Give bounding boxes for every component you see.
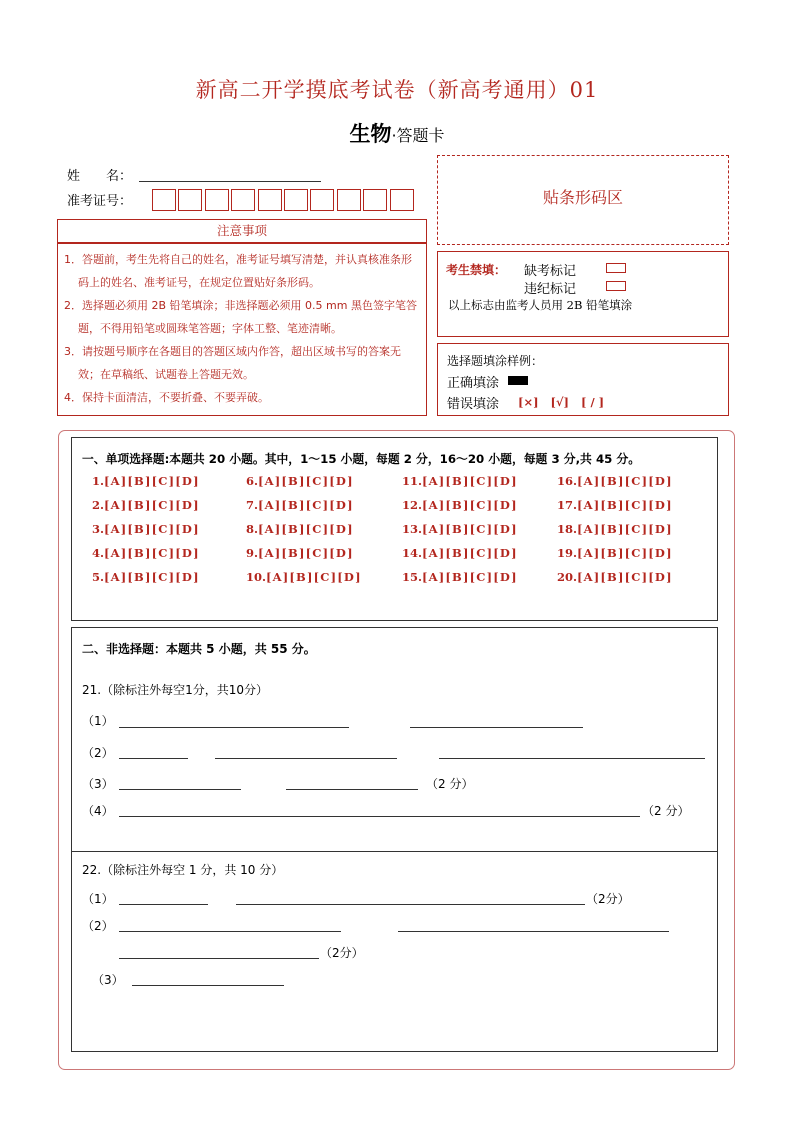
question-number: 14. xyxy=(402,546,423,560)
answer-line[interactable] xyxy=(410,727,583,728)
q21-part-label: （1） xyxy=(82,714,114,728)
notice-item: 4．保持卡面清洁，不要折叠、不要弄破。 xyxy=(64,391,269,404)
question-number: 1. xyxy=(92,474,105,488)
id-digit-box[interactable] xyxy=(152,189,176,211)
answer-options[interactable]: [A][B][C][D] xyxy=(104,522,200,536)
ban-label: 考生禁填： xyxy=(446,263,507,277)
section2-heading: 二、非选择题：本题共 5 小题，共 55 分。 xyxy=(82,642,316,656)
answer-line[interactable] xyxy=(215,758,397,759)
page-title: 新高二开学摸底考试卷（新高考通用）01 xyxy=(195,78,599,102)
choice-question[interactable] xyxy=(557,474,673,488)
choice-question[interactable] xyxy=(246,570,362,584)
subject-name: 生物 xyxy=(349,122,392,146)
question-number: 17. xyxy=(557,498,578,512)
answer-options[interactable]: [A][B][C][D] xyxy=(422,498,518,512)
absent-checkbox[interactable] xyxy=(606,263,626,273)
notice-item: 3．请按题号顺序在各题目的答题区域内作答，超出区域书写的答案无效；在草稿纸、试题卷上答题无效。 xyxy=(64,345,401,381)
q22-part-label: （3） xyxy=(92,973,124,987)
choice-question[interactable] xyxy=(246,546,354,560)
answer-options[interactable]: [A][B][C][D] xyxy=(258,474,354,488)
answer-line[interactable] xyxy=(119,958,319,959)
choice-question[interactable] xyxy=(246,498,354,512)
choice-question[interactable] xyxy=(402,474,518,488)
notice-box xyxy=(57,243,427,416)
id-digit-box[interactable] xyxy=(231,189,255,211)
points-note: （2分） xyxy=(320,946,364,960)
choice-question[interactable] xyxy=(92,570,200,584)
q22-title: 22.（除标注外每空 1 分，共 10 分） xyxy=(82,863,284,877)
answer-line[interactable] xyxy=(119,727,349,728)
id-digit-box[interactable] xyxy=(310,189,334,211)
answer-options[interactable]: [A][B][C][D] xyxy=(104,474,200,488)
id-digit-box[interactable] xyxy=(178,189,202,211)
q21-section xyxy=(71,627,718,852)
question-number: 9. xyxy=(246,546,259,560)
answer-line[interactable] xyxy=(119,931,341,932)
choice-question[interactable] xyxy=(246,474,354,488)
question-number: 15. xyxy=(402,570,423,584)
answer-options[interactable]: [A][B][C][D] xyxy=(104,498,200,512)
question-number: 6. xyxy=(246,474,259,488)
multiple-choice-section xyxy=(71,437,718,621)
question-number: 10. xyxy=(246,570,267,584)
q21-title: 21.（除标注外每空1分，共10分） xyxy=(82,683,268,697)
answer-options[interactable]: [A][B][C][D] xyxy=(104,546,200,560)
answer-options[interactable]: [A][B][C][D] xyxy=(577,498,673,512)
answer-options[interactable]: [A][B][C][D] xyxy=(422,522,518,536)
violation-label: 违纪标记 xyxy=(524,282,577,297)
answer-line[interactable] xyxy=(119,758,188,759)
q21-part-label: （3） xyxy=(82,777,114,791)
exam-mark-area xyxy=(437,251,729,337)
absent-label: 缺考标记 xyxy=(524,264,577,279)
answer-line[interactable] xyxy=(119,816,640,817)
violation-checkbox[interactable] xyxy=(606,281,626,291)
choice-question[interactable] xyxy=(92,522,200,536)
choice-question[interactable] xyxy=(402,570,518,584)
barcode-area: 贴条形码区 xyxy=(437,155,729,245)
choice-question[interactable] xyxy=(402,522,518,536)
choice-question[interactable] xyxy=(246,522,354,536)
id-digit-box[interactable] xyxy=(284,189,308,211)
answer-line[interactable] xyxy=(286,789,418,790)
wrong-fill-label: 错误填涂 xyxy=(447,397,500,412)
question-number: 7. xyxy=(246,498,259,512)
choice-question[interactable] xyxy=(402,546,518,560)
q21-part-label: （4） xyxy=(82,804,114,818)
choice-question[interactable] xyxy=(557,570,673,584)
question-number: 13. xyxy=(402,522,423,536)
q22-section xyxy=(71,852,718,1052)
choice-question[interactable] xyxy=(557,522,673,536)
id-label: 准考证号： xyxy=(67,194,133,209)
id-digit-box[interactable] xyxy=(390,189,414,211)
question-number: 16. xyxy=(557,474,578,488)
notice-title: 注意事项 xyxy=(57,219,427,243)
id-digit-box[interactable] xyxy=(363,189,387,211)
question-number: 20. xyxy=(557,570,578,584)
answer-options[interactable]: [A][B][C][D] xyxy=(422,474,518,488)
section1-heading: 一、单项选择题:本题共 20 小题。其中，1～15 小题，每题 2 分，16～20 小题，每题 3 分,共 45 分。 xyxy=(82,452,641,466)
answer-line[interactable] xyxy=(119,789,241,790)
answer-options[interactable]: [A][B][C][D] xyxy=(258,498,354,512)
points-note: （2分） xyxy=(586,892,630,906)
points-note: （2 分） xyxy=(426,777,474,791)
choice-question[interactable] xyxy=(557,498,673,512)
answer-line[interactable] xyxy=(439,758,705,759)
answer-options[interactable]: [A][B][C][D] xyxy=(104,570,200,584)
answer-line[interactable] xyxy=(398,931,669,932)
question-number: 8. xyxy=(246,522,259,536)
fill-example-title: 选择题填涂样例： xyxy=(447,354,544,368)
choice-question[interactable] xyxy=(557,546,673,560)
subject-title xyxy=(0,118,794,148)
question-number: 5. xyxy=(92,570,105,584)
wrong-mark: [×] xyxy=(518,395,539,409)
fill-example-area xyxy=(437,343,729,416)
id-digit-box[interactable] xyxy=(337,189,361,211)
answer-options[interactable]: [A][B][C][D] xyxy=(422,570,518,584)
choice-question[interactable] xyxy=(92,498,200,512)
id-digit-box[interactable] xyxy=(258,189,282,211)
name-field[interactable] xyxy=(139,180,321,182)
ban-note: 以上标志由监考人员用 2B 铅笔填涂 xyxy=(448,298,633,312)
points-note: （2 分） xyxy=(642,804,690,818)
notice-item: 2．选择题必须用 2B 铅笔填涂；非选择题必须用 0.5 mm 黑色签字笔答题，不得用铅笔或圆珠笔答题；字体工整、笔迹清晰。 xyxy=(64,299,417,335)
question-number: 18. xyxy=(557,522,578,536)
question-number: 12. xyxy=(402,498,423,512)
correct-fill-label: 正确填涂 xyxy=(447,376,500,391)
choice-question[interactable] xyxy=(92,546,200,560)
subject-suffix: ·答题卡 xyxy=(391,126,445,145)
q21-part-label: （2） xyxy=(82,746,114,760)
question-number: 19. xyxy=(557,546,578,560)
wrong-mark: [ / ] xyxy=(581,395,605,409)
question-number: 11. xyxy=(402,474,423,488)
answer-options[interactable]: [A][B][C][D] xyxy=(577,570,673,584)
q22-part-label: （1） xyxy=(82,892,114,906)
answer-line[interactable] xyxy=(236,904,585,905)
choice-question[interactable] xyxy=(402,498,518,512)
answer-line[interactable] xyxy=(132,985,284,986)
wrong-mark: [√] xyxy=(550,395,569,409)
question-number: 2. xyxy=(92,498,105,512)
answer-options[interactable]: [A][B][C][D] xyxy=(258,546,354,560)
answer-options[interactable]: [A][B][C][D] xyxy=(577,474,673,488)
answer-line[interactable] xyxy=(119,904,208,905)
answer-options[interactable]: [A][B][C][D] xyxy=(422,546,518,560)
q22-part-label: （2） xyxy=(82,919,114,933)
id-digit-box[interactable] xyxy=(205,189,229,211)
answer-options[interactable]: [A][B][C][D] xyxy=(577,522,673,536)
answer-options[interactable]: [A][B][C][D] xyxy=(258,522,354,536)
answer-options[interactable]: [A][B][C][D] xyxy=(577,546,673,560)
answer-options[interactable]: [A][B][C][D] xyxy=(266,570,362,584)
choice-question[interactable] xyxy=(92,474,200,488)
notice-item: 1．答题前，考生先将自己的姓名，准考证号填写清楚，并认真核准条形码上的姓名、准考证号，在规定位置贴好条形码。 xyxy=(64,253,412,289)
name-label: 姓 名： xyxy=(67,169,133,184)
wrong-fill-marks xyxy=(518,395,604,409)
correct-fill-mark xyxy=(508,376,528,385)
question-number: 3. xyxy=(92,522,105,536)
question-number: 4. xyxy=(92,546,105,560)
